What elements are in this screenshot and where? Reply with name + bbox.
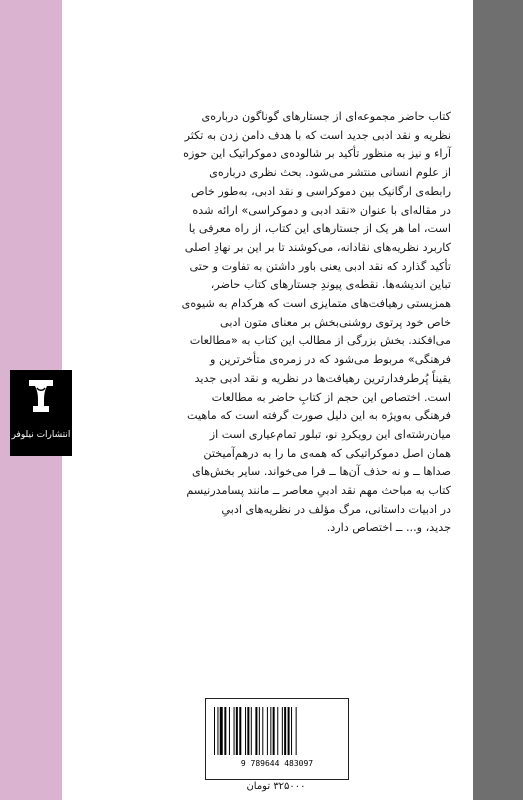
isbn-number: 9 789644 483097 xyxy=(240,759,314,768)
barcode-bars xyxy=(214,707,340,755)
blurb-line: همزیستی رهیافت‌های متمایزی است که هرکدام به شیوه‌ی xyxy=(181,297,451,311)
price-label: ۳۲۵۰۰۰ تومان xyxy=(246,781,306,792)
back-cover-blurb xyxy=(158,108,451,538)
blurb-line: کتاب به مباحث مهم نقد ادبیِ معاصر ــ مانند پسامدرنیسم xyxy=(186,484,451,498)
blurb-line: کتاب حاضر مجموعه‌ای از جستارهای گوناگون درباره‌ی xyxy=(201,110,451,123)
blurb-line: در ادبیات داستانی، مرگ مؤلف در نظریه‌های ادبیِ xyxy=(221,502,451,516)
publisher-name: انتشارات نیلوفر xyxy=(11,430,71,440)
publisher-logo-box xyxy=(10,370,72,456)
blurb-line: نظریه و نقد ادبی جدید است که با هدف دامن زدن به تکثر xyxy=(184,128,451,142)
blurb-line: تأکید گذارد که نقد ادبی یعنی باور داشتن به تفاوت و حتی xyxy=(189,259,451,273)
blurb-line: فرهنگی» مربوط می‌شود که در زمره‌ی متأخرترین و xyxy=(210,353,451,367)
blurb-line: همان اصل دموکراتیکی که همه‌ی ما را به درهم‌آمیختن xyxy=(203,446,451,460)
blurb-line: است. اختصاص این حجم از کتابِ حاضر به مطالعات xyxy=(211,390,451,404)
blurb-line: است، اما هر یک از جستارهای این کتاب، از راه معرفی یا xyxy=(188,222,451,236)
blurb-line: می‌افکند. بخش بزرگی از مطالب این کتاب به «مطالعات xyxy=(189,334,451,348)
blurb-line: میان‌رشته‌ای این رویکردِ نو، تبلور تمام‌عیاری است از xyxy=(209,427,451,441)
blurb-line: از علوم انسانی منتشر می‌شود. بحث نظری درباره‌ی xyxy=(209,166,451,180)
blurb-line: در مقاله‌ای با عنوان «نقد ادبی و دموکراسی» ارائه شده xyxy=(192,203,451,217)
right-spine-strip xyxy=(473,0,523,800)
publisher-logo-icon xyxy=(27,378,55,414)
blurb-line: جدید، و... ــ اختصاص دارد. xyxy=(326,521,451,535)
blurb-line: رابطه‌ی ارگانیک بین دموکراسی و نقد ادبی، به‌طور خاص xyxy=(190,184,451,198)
blurb-line: یقیناً پُرطرفدارترین رهیافت‌ها در نظریه و نقد ادبی جدید xyxy=(194,371,451,385)
blurb-line: کاربرد نظریه‌های نقادانه، می‌کوشند تا بر این بر نهادِ اصلی xyxy=(184,240,451,254)
blurb-line: صداها ــ و نه حذف آن‌ها ــ فرا می‌خواند. سایر بخش‌های xyxy=(191,465,451,479)
blurb-line: آراء و نیز به منظور تأکید بر شالوده‌ی دموکراتیک این حوزه xyxy=(183,147,451,161)
blurb-line: خاص خود پرتوی روشنی‌بخش بر معنای متون ادبی xyxy=(220,315,451,329)
blurb-line: تباین اندیشه‌ها. نقطه‌ی پیوندِ جستارهای کتاب حاضر، xyxy=(210,278,451,292)
barcode xyxy=(205,698,349,780)
blurb-line: فرهنگی به‌ویژه به این دلیل صورت گرفته است که ماهیت xyxy=(187,409,451,423)
